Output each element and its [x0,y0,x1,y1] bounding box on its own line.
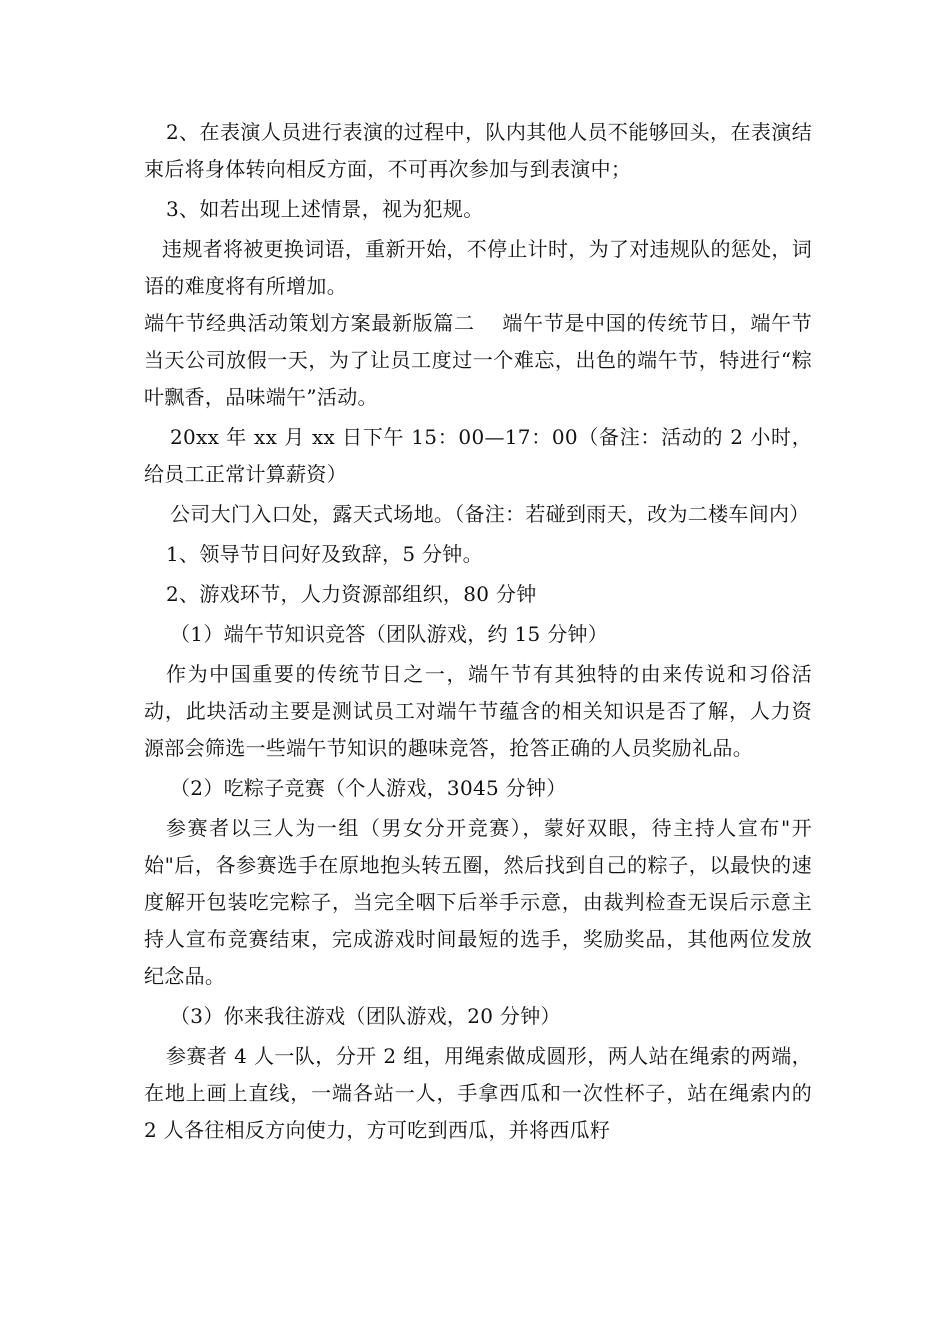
paragraph-game-2-description: 参赛者以三人为一组（男女分开竞赛），蒙好双眼，待主持人宣布"开始"后，各参赛选手在原地抱头转五圈，然后找到自己的粽子，以最快的速度解开包装吃完粽子，当完全咽下后举手示意，由裁判检查无误后示意主持人宣布竞赛结束，完成游戏时间最短的选手，奖励奖品，其他两位发放纪念品。 [144,816,812,988]
paragraph-game-2-title: （2）吃粽子竞赛（个人游戏，3045 分钟） [170,776,567,800]
paragraph-violation: 违规者将被更换词语，重新开始，不停止计时，为了对违规队的惩处，词语的难度将有所增加。 [144,237,812,298]
paragraph-rule-3: 3、如若出现上述情景，视为犯规。 [166,197,484,221]
paragraph-rule-2: 2、在表演人员进行表演的过程中，队内其他人员不能够回头，在表演结束后将身体转向相反方面，不可再次参加与到表演中； [144,120,812,181]
paragraph-event-time: 20xx 年 xx 月 xx 日下午 15：00—17：00（备注：活动的 2 小时，给员工正常计算薪资） [144,425,812,486]
paragraph-game-1-title: （1）端午节知识竞答（团队游戏，约 15 分钟） [170,622,609,646]
document-body [144,114,812,1149]
paragraph-agenda-1: 1、领导节日问好及致辞，5 分钟。 [166,542,483,566]
paragraph-game-3-description: 参赛者 4 人一队，分开 2 组，用绳索做成圆形，两人站在绳索的两端，在地上画上直线，一端各站一人，手拿西瓜和一次性杯子，站在绳索内的 2 人各往相反方向使力，方可吃到西瓜，并将西瓜籽 [144,1044,812,1142]
paragraph-event-location: 公司大门入口处，露天式场地。（备注：若碰到雨天，改为二楼车间内） [170,502,810,526]
paragraph-section-heading: 端午节经典活动策划方案最新版篇二 端午节是中国的传统节日，端午节当天公司放假一天，为了让员工度过一个难忘，出色的端午节，特进行“粽叶飘香，品味端午”活动。 [144,311,812,409]
paragraph-game-1-description: 作为中国重要的传统节日之一，端午节有其独特的由来传说和习俗活动，此块活动主要是测试员工对端午节蕴含的相关知识是否了解，人力资源部会筛选一些端午节知识的趣味竞答，抢答正确的人员奖励礼品。 [144,662,812,760]
paragraph-agenda-2: 2、游戏环节，人力资源部组织，80 分钟 [166,582,537,606]
paragraph-game-3-title: （3）你来我往游戏（团队游戏，20 分钟） [170,1004,561,1028]
